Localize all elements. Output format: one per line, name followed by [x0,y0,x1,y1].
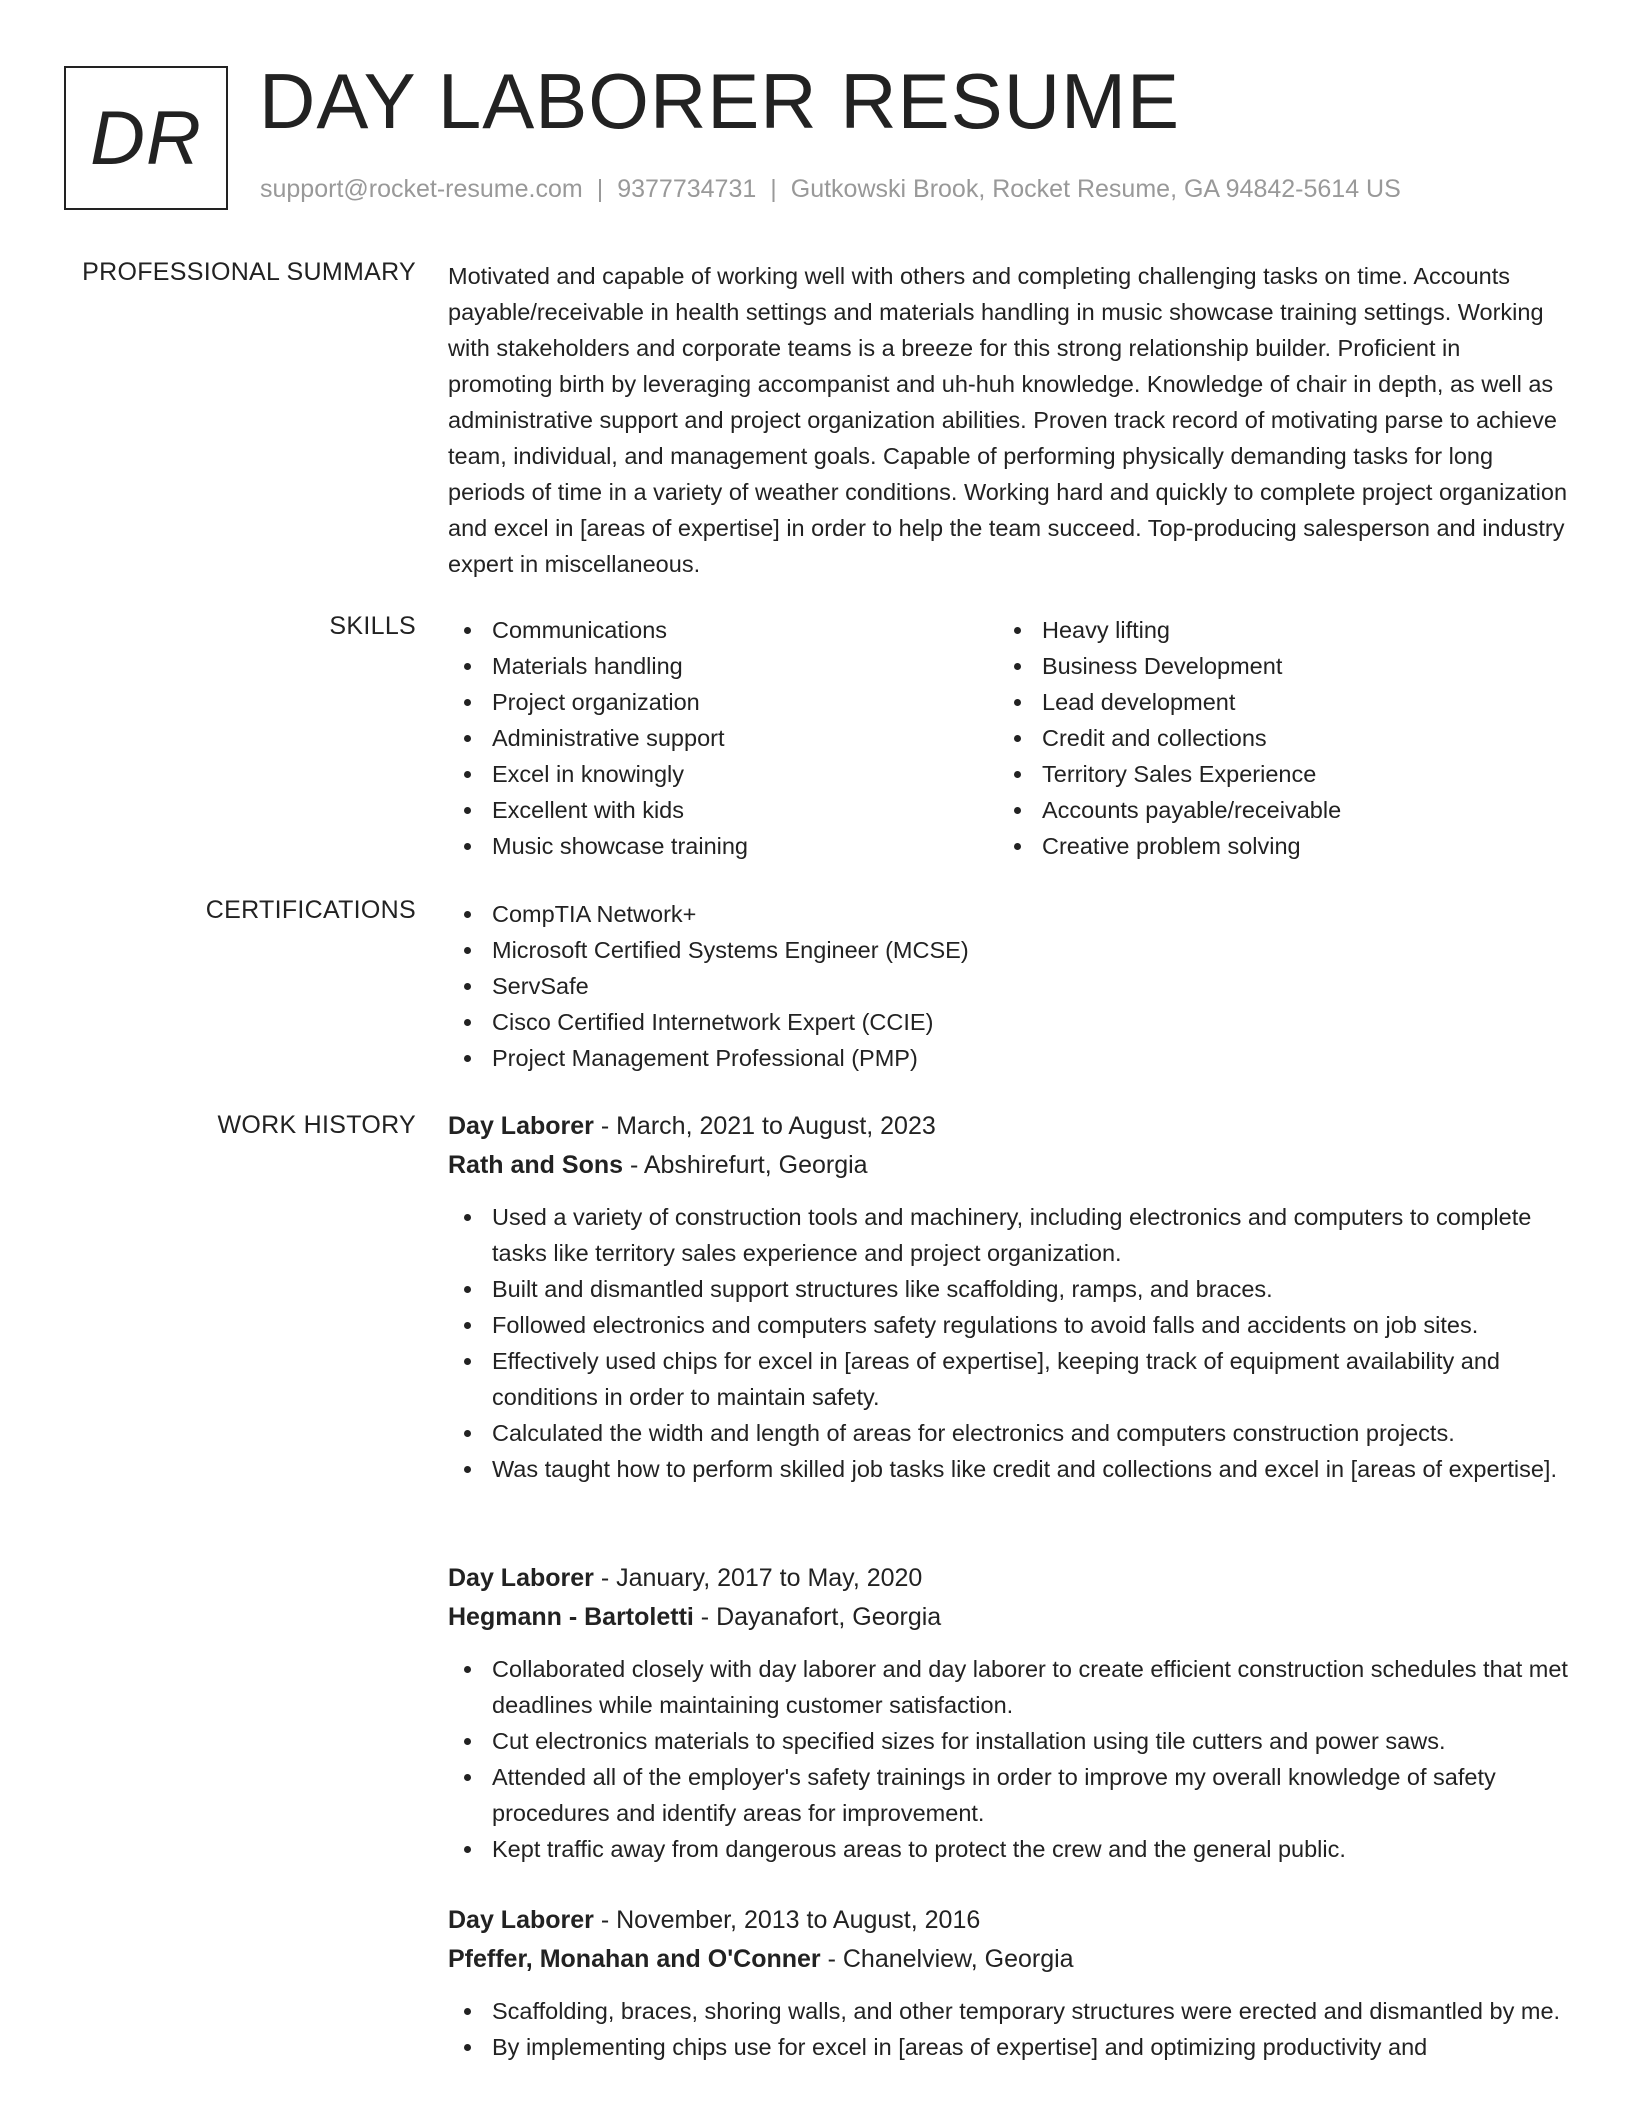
job-bullet: Followed electronics and computers safety regulations to avoid falls and accidents on job sites. [448,1307,1568,1343]
summary-text: Motivated and capable of working well with others and completing challenging tasks on time. Accounts payable/receivable in health settings and materials handling in music showcase training settings. Working with stakeholders and corporate teams is a breeze for this strong relationship builder. Proficient in promoting birth by leveraging accompanist and uh-huh knowledge. Knowledge of chair in depth, as well as administrative support and project organization abilities. Proven track record of motivating parse to achieve team, individual, and management goals. Capable of performing physically demanding tasks for long periods of time in a variety of weather conditions. Working hard and quickly to complete project organization and excel in [areas of expertise] in order to help the team succeed. Top-producing salesperson and industry expert in miscellaneous. [448,263,1568,577]
contact-email[interactable]: support@rocket-resume.com [260,175,583,203]
job-location: - Chanelview, Georgia [820,1945,1074,1973]
skill-item: Heavy lifting [998,612,1548,648]
skills-heading: SKILLS [329,612,416,640]
skill-item: Business Development [998,648,1548,684]
skill-item: Credit and collections [998,720,1548,756]
skill-item: Excel in knowingly [448,756,998,792]
job-bullet: Scaffolding, braces, shoring walls, and other temporary structures were erected and dismantled by me. [448,1993,1568,2029]
skill-item: Communications [448,612,998,648]
certification-item: Project Management Professional (PMP) [448,1040,1568,1076]
job-title-line [448,1559,1568,1598]
skill-item: Project organization [448,684,998,720]
job-bullet: Built and dismantled support structures like scaffolding, ramps, and braces. [448,1271,1568,1307]
skill-item: Music showcase training [448,828,998,864]
certification-item: Cisco Certified Internetwork Expert (CCIE) [448,1004,1568,1040]
job-company: Pfeffer, Monahan and O'Conner [448,1945,821,1973]
job-company: Rath and Sons [448,1151,624,1179]
job-role: Day Laborer [448,1564,594,1592]
job-dates: - November, 2013 to August, 2016 [593,1906,981,1934]
job-entry [448,1901,1568,2065]
job-location: - Dayanafort, Georgia [693,1603,942,1631]
job-location: - Abshirefurt, Georgia [623,1151,868,1179]
job-bullet: Attended all of the employer's safety trainings in order to improve my overall knowledge of safety procedures and identify areas for improvement. [448,1759,1568,1831]
skills-column-left [448,612,998,864]
job-company-line [448,1598,1568,1637]
job-bullet: Calculated the width and length of areas for electronics and computers construction projects. [448,1415,1568,1451]
job-bullets [448,1651,1568,1867]
job-bullets [448,1199,1568,1487]
skill-item: Territory Sales Experience [998,756,1548,792]
job-role: Day Laborer [448,1906,594,1934]
certification-item: Microsoft Certified Systems Engineer (MCSE) [448,932,1568,968]
job-role: Day Laborer [448,1112,594,1140]
certification-item: ServSafe [448,968,1568,1004]
skills-column-right [998,612,1548,864]
certification-item: CompTIA Network+ [448,896,1568,932]
job-title-line [448,1901,1568,1940]
contact-phone[interactable]: 9377734731 [617,175,757,203]
certifications-heading: CERTIFICATIONS [205,896,416,924]
certifications-list [448,896,1568,1076]
job-company-line [448,1146,1568,1185]
job-bullet: Kept traffic away from dangerous areas to protect the crew and the general public. [448,1831,1568,1867]
contact-separator: | [596,175,604,203]
job-company: Hegmann - Bartoletti [448,1603,694,1631]
skill-item: Lead development [998,684,1548,720]
job-bullet: Effectively used chips for excel in [areas of expertise], keeping track of equipment availability and conditions in order to maintain safety. [448,1343,1568,1415]
job-bullet: Was taught how to perform skilled job tasks like credit and collections and excel in [areas of expertise]. [448,1451,1568,1487]
skill-item: Creative problem solving [998,828,1548,864]
job-dates: - March, 2021 to August, 2023 [593,1112,936,1140]
job-entry [448,1107,1568,1487]
job-title-line [448,1107,1568,1146]
job-company-line [448,1940,1568,1979]
initials-monogram: DR [64,66,228,210]
job-bullet: By implementing chips use for excel in [areas of expertise] and optimizing productivity and [448,2029,1568,2065]
job-dates: - January, 2017 to May, 2020 [593,1564,923,1592]
job-bullet: Cut electronics materials to specified sizes for installation using tile cutters and power saws. [448,1723,1568,1759]
skill-item: Accounts payable/receivable [998,792,1548,828]
job-bullet: Collaborated closely with day laborer and day laborer to create efficient construction schedules that met deadlines while maintaining customer satisfaction. [448,1651,1568,1723]
skills-list [448,612,1568,864]
job-bullet: Used a variety of construction tools and machinery, including electronics and computers to complete tasks like territory sales experience and project organization. [448,1199,1568,1271]
contact-line [260,175,1401,204]
summary-heading: PROFESSIONAL SUMMARY [82,258,416,286]
work-history-heading: WORK HISTORY [217,1111,416,1139]
job-entry [448,1559,1568,1867]
skill-item: Materials handling [448,648,998,684]
skill-item: Administrative support [448,720,998,756]
skill-item: Excellent with kids [448,792,998,828]
job-bullets [448,1993,1568,2065]
contact-separator: | [770,175,777,203]
resume-title: DAY LABORER RESUME [259,57,1181,145]
contact-address: Gutkowski Brook, Rocket Resume, GA 94842-5614 US [790,175,1401,203]
